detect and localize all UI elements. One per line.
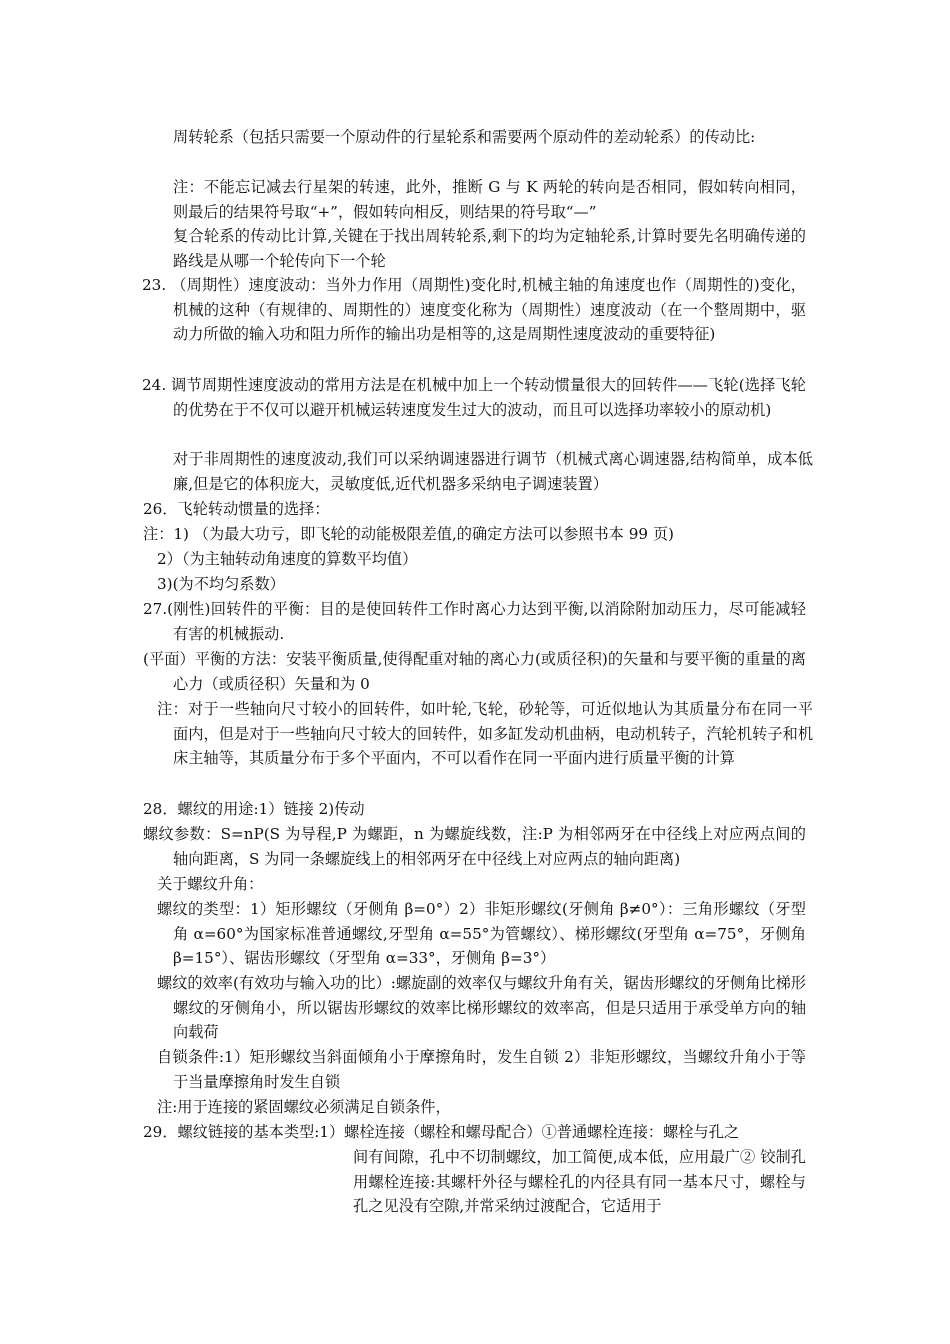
paragraph-26-heading: 26．飞轮转动惯量的选择： — [143, 500, 330, 518]
paragraph-thread-types: 螺纹的类型：1）矩形螺纹（牙侧角 β=0°）2）非矩形螺纹(牙侧角 β≠0°）：三角形螺纹（牙型角 α=60°为国家标准普通螺纹,牙型角 α=55°为管螺纹）、梯形螺纹(牙型角 α=75°，牙侧角 β=15°）、锯齿形螺纹（牙型角 α=33°，牙侧角 β=3°） — [157, 900, 806, 967]
paragraph-29-connection-types: 29．螺纹链接的基本类型:1）螺栓连接（螺栓和螺母配合）①普通螺栓连接：螺栓与孔之 — [143, 1123, 740, 1141]
paragraph-balance-method: (平面）平衡的方法：安装平衡质量,使得配重对轴的离心力(或质径积)的矢量和与要平衡的重量的离心力（或质径积）矢量和为 0 — [143, 650, 806, 693]
paragraph-compound-train: 复合轮系的传动比计算,关键在于找出周转轮系,剩下的均为定轴轮系,计算时要先名明确传递的路线是从哪一个轮传向下一个轮 — [173, 227, 806, 270]
paragraph-29-continued: 间有间隙，孔中不切制螺纹，加工简便,成本低，应用最广② 铰制孔用螺栓连接:其螺杆外径与螺栓孔的内径具有同一基本尺寸，螺栓与孔之见没有空隙,并常采纳过渡配合，它适用于 — [353, 1148, 806, 1215]
paragraph-23-speed-fluctuation: 23. （周期性）速度波动：当外力作用（周期性)变化时,机械主轴的角速度也作（周期性的)变化，机械的这种（有规律的、周期性的）速度变化称为（周期性）速度波动（在一个整周期中，驱动力所做的输入功和阻力所作的输出功是相等的,这是周期性速度波动的重要特征) — [142, 276, 806, 343]
paragraph-26-note-1: 注：1) （为最大功亏，即飞轮的动能极限差值,的确定方法可以参照书本 99 页) — [143, 525, 674, 543]
paragraph-24-flywheel: 24. 调节周期性速度波动的常用方法是在机械中加上一个转动惯量很大的回转件——飞轮(选择飞轮的优势在于不仅可以避开机械运转速度发生过大的波动，而且可以选择功率较小的原动机) — [142, 376, 806, 419]
paragraph-balance-note: 注：对于一些轴向尺寸较小的回转件，如叶轮,飞轮，砂轮等，可近似地认为其质量分布在同一平面内，但是对于一些轴向尺寸较大的回转件，如多缸发动机曲柄，电动机转子，汽轮机转子和机床主轴等，其质量分布于多个平面内，不可以看作在同一平面内进行质量平衡的计算 — [157, 700, 813, 767]
paragraph-self-locking: 自锁条件:1）矩形螺纹当斜面倾角小于摩擦角时，发生自锁 2）非矩形螺纹，当螺纹升角小于等于当量摩擦角时发生自锁 — [157, 1048, 806, 1091]
paragraph-self-locking-note: 注:用于连接的紧固螺纹必须满足自锁条件， — [157, 1098, 451, 1116]
paragraph-27-balance: 27.(刚性)回转件的平衡：目的是使回转件工作时离心力达到平衡,以消除附加动压力，尽可能减轻有害的机械振动. — [143, 600, 806, 643]
paragraph-26-note-2: 2）（为主轴转动角速度的算数平均值） — [157, 550, 418, 568]
paragraph-governor: 对于非周期性的速度波动,我们可以采纳调速器进行调节（机械式离心调速器,结构简单，成本低廉,但是它的体积庞大，灵敏度低,近代机器多采纳电子调速装置） — [173, 450, 813, 493]
paragraph-thread-efficiency: 螺纹的效率(有效功与输入功的比）:螺旋副的效率仅与螺纹升角有关，锯齿形螺纹的牙侧角比梯形螺纹的牙侧角小，所以锯齿形螺纹的效率比梯形螺纹的效率高，但是只适用于承受单方向的轴向载荷 — [157, 974, 806, 1041]
paragraph-26-note-3: 3)(为不均匀系数） — [157, 575, 285, 593]
paragraph-28-thread-use: 28．螺纹的用途:1）链接 2)传动 — [143, 800, 365, 818]
paragraph-epicyclic-ratio: 周转轮系（包括只需要一个原动件的行星轮系和需要两个原动件的差动轮系）的传动比: — [173, 128, 756, 146]
paragraph-thread-params: 螺纹参数：S=nP(S 为导程,P 为螺距，n 为螺旋线数，注:P 为相邻两牙在中径线上对应两点间的轴向距离，S 为同一条螺旋线上的相邻两牙在中径线上对应两点的轴向距离) — [143, 825, 806, 868]
paragraph-note-direction: 注：不能忘记减去行星架的转速，此外，推断 G 与 K 两轮的转向是否相同，假如转向相同，则最后的结果符号取“+”，假如转向相反，则结果的符号取“—” — [173, 178, 806, 221]
paragraph-lead-angle: 关于螺纹升角： — [157, 875, 264, 893]
